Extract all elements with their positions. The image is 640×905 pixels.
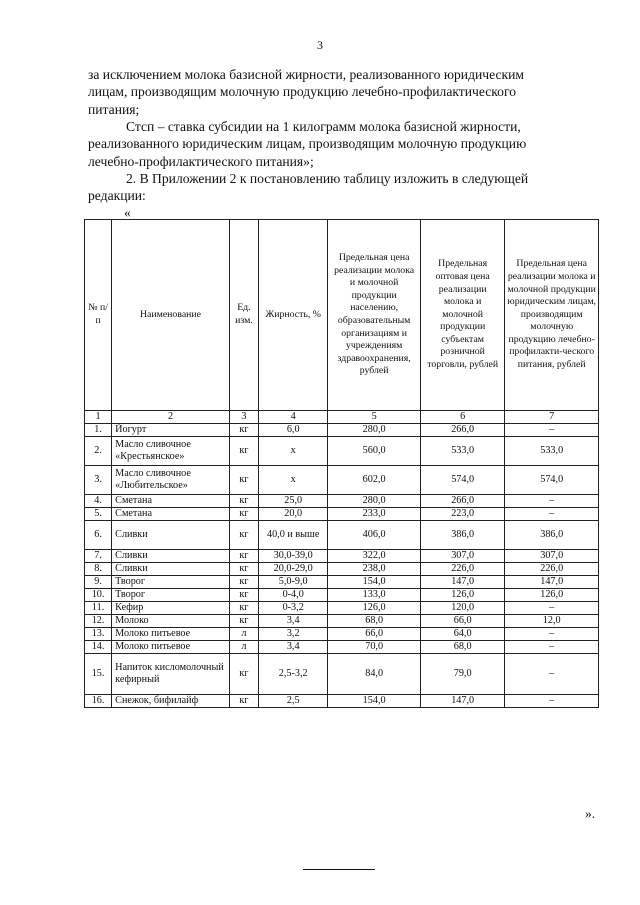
column-number: 2 (112, 411, 230, 424)
wholesale-price: 126,0 (420, 589, 504, 602)
product-name: Молоко (112, 615, 230, 628)
fat-content: 5,0-9,0 (258, 576, 327, 589)
retail-price: 154,0 (328, 695, 421, 708)
unit: кг (229, 576, 258, 589)
unit: кг (229, 602, 258, 615)
text-line: питания; (88, 101, 140, 117)
table-row (85, 628, 599, 641)
row-number: 8. (85, 563, 112, 576)
table-row (85, 695, 599, 708)
fat-content: 0-3,2 (258, 602, 327, 615)
row-number: 10. (85, 589, 112, 602)
product-name: Кефир (112, 602, 230, 615)
table-row (85, 654, 599, 695)
wholesale-price: 64,0 (420, 628, 504, 641)
row-number: 6. (85, 521, 112, 550)
legal-entity-price: 574,0 (505, 466, 599, 495)
retail-price: 280,0 (328, 424, 421, 437)
paragraph-amendment (88, 170, 588, 205)
row-number: 7. (85, 550, 112, 563)
table-row (85, 602, 599, 615)
wholesale-price: 68,0 (420, 641, 504, 654)
column-number: 1 (85, 411, 112, 424)
legal-entity-price: – (505, 641, 599, 654)
header-cell-fat: Жирность, % (258, 220, 327, 411)
table-row (85, 550, 599, 563)
row-number: 9. (85, 576, 112, 589)
table-row (85, 437, 599, 466)
legal-entity-price: – (505, 508, 599, 521)
legal-entity-price: – (505, 602, 599, 615)
text-line: за исключением молока базисной жирности, реализованного юридическим (88, 67, 525, 82)
table-row (85, 495, 599, 508)
fat-content: 0-4,0 (258, 589, 327, 602)
text-line: редакции: (88, 188, 146, 204)
row-number: 14. (85, 641, 112, 654)
text-line: Стсп – ставка субсидии на 1 килограмм молока базисной жирности, (126, 119, 521, 134)
table-row (85, 641, 599, 654)
retail-price: 233,0 (328, 508, 421, 521)
text-line: реализованного юридическим лицам, производящим молочную продукцию (88, 136, 527, 152)
table-row (85, 615, 599, 628)
fat-content: 20,0 (258, 508, 327, 521)
unit: кг (229, 495, 258, 508)
retail-price: 66,0 (328, 628, 421, 641)
unit: кг (229, 521, 258, 550)
fat-content: 30,0-39,0 (258, 550, 327, 563)
fat-content: 6,0 (258, 424, 327, 437)
row-number: 3. (85, 466, 112, 495)
retail-price: 406,0 (328, 521, 421, 550)
product-name: Сметана (112, 495, 230, 508)
legal-entity-price: – (505, 654, 599, 695)
wholesale-price: 226,0 (420, 563, 504, 576)
retail-price: 602,0 (328, 466, 421, 495)
retail-price: 70,0 (328, 641, 421, 654)
row-number: 4. (85, 495, 112, 508)
row-number: 12. (85, 615, 112, 628)
retail-price: 68,0 (328, 615, 421, 628)
product-name: Напиток кисломолочный кефирный (112, 654, 230, 695)
fat-content: 3,4 (258, 615, 327, 628)
wholesale-price: 120,0 (420, 602, 504, 615)
text-line: лечебно-профилактического питания»; (88, 153, 314, 169)
fat-content: х (258, 466, 327, 495)
retail-price: 126,0 (328, 602, 421, 615)
header-cell-number: № п/п (85, 220, 112, 411)
row-number: 1. (85, 424, 112, 437)
wholesale-price: 66,0 (420, 615, 504, 628)
unit: кг (229, 424, 258, 437)
retail-price: 238,0 (328, 563, 421, 576)
header-cell-wholesale-price: Предельная оптовая цена реализации молока и молочной продукции субъектам розничной торговли, рублей (420, 220, 504, 411)
fat-content: 2,5-3,2 (258, 654, 327, 695)
unit: кг (229, 563, 258, 576)
wholesale-price: 266,0 (420, 424, 504, 437)
unit: кг (229, 654, 258, 695)
fat-content: 25,0 (258, 495, 327, 508)
legal-entity-price: 12,0 (505, 615, 599, 628)
product-name: Йогурт (112, 424, 230, 437)
table-row (85, 589, 599, 602)
closing-quote: ». (585, 806, 596, 821)
page-number: 3 (317, 38, 323, 52)
text-line: лицам, производящим молочную продукцию лечебно-профилактического (88, 84, 516, 100)
column-number: 5 (328, 411, 421, 424)
product-name: Сливки (112, 550, 230, 563)
opening-quote: « (124, 205, 131, 220)
row-number: 13. (85, 628, 112, 641)
product-name: Сливки (112, 521, 230, 550)
column-number: 4 (258, 411, 327, 424)
legal-entity-price: 226,0 (505, 563, 599, 576)
product-name: Масло сливочное «Любительское» (112, 466, 230, 495)
table-header-row (85, 220, 599, 411)
fat-content: 20,0-29,0 (258, 563, 327, 576)
column-number: 3 (229, 411, 258, 424)
unit: кг (229, 508, 258, 521)
fat-content: х (258, 437, 327, 466)
price-table (84, 219, 599, 708)
fat-content: 3,4 (258, 641, 327, 654)
legal-entity-price: – (505, 695, 599, 708)
row-number: 2. (85, 437, 112, 466)
table-row (85, 576, 599, 589)
retail-price: 280,0 (328, 495, 421, 508)
retail-price: 560,0 (328, 437, 421, 466)
product-name: Молоко питьевое (112, 628, 230, 641)
product-name: Творог (112, 589, 230, 602)
header-cell-unit: Ед. изм. (229, 220, 258, 411)
product-name: Творог (112, 576, 230, 589)
wholesale-price: 307,0 (420, 550, 504, 563)
retail-price: 133,0 (328, 589, 421, 602)
paragraph-subsidy-rate (88, 118, 588, 170)
legal-entity-price: 386,0 (505, 521, 599, 550)
product-name: Сливки (112, 563, 230, 576)
table-row (85, 466, 599, 495)
row-number: 5. (85, 508, 112, 521)
wholesale-price: 223,0 (420, 508, 504, 521)
product-name: Масло сливочное «Крестьянское» (112, 437, 230, 466)
table-row (85, 521, 599, 550)
unit: л (229, 641, 258, 654)
wholesale-price: 147,0 (420, 576, 504, 589)
fat-content: 2,5 (258, 695, 327, 708)
paragraph-continuation (88, 66, 588, 118)
column-number: 7 (505, 411, 599, 424)
separator-line (303, 869, 375, 870)
wholesale-price: 574,0 (420, 466, 504, 495)
text-line: 2. В Приложении 2 к постановлению таблицу изложить в следующей (126, 171, 529, 186)
wholesale-price: 266,0 (420, 495, 504, 508)
header-cell-retail-price: Предельная цена реализации молока и молочной продукции населению, образовательным организациям и учреждениям здравоохранения, рублей (328, 220, 421, 411)
unit: л (229, 628, 258, 641)
unit: кг (229, 695, 258, 708)
row-number: 11. (85, 602, 112, 615)
product-name: Снежок, бифилайф (112, 695, 230, 708)
header-cell-name: Наименование (112, 220, 230, 411)
wholesale-price: 386,0 (420, 521, 504, 550)
legal-entity-price: – (505, 628, 599, 641)
table-row (85, 424, 599, 437)
unit: кг (229, 466, 258, 495)
header-cell-legal-entity-price: Предельная цена реализации молока и молочной продукции юридическим лицам, производящим молочную продукцию лечебно-профилакти-ческого питания, рублей (505, 220, 599, 411)
table-row (85, 563, 599, 576)
column-number: 6 (420, 411, 504, 424)
unit: кг (229, 589, 258, 602)
wholesale-price: 79,0 (420, 654, 504, 695)
row-number: 15. (85, 654, 112, 695)
legal-entity-price: – (505, 424, 599, 437)
fat-content: 3,2 (258, 628, 327, 641)
wholesale-price: 533,0 (420, 437, 504, 466)
column-number-row (85, 411, 599, 424)
unit: кг (229, 615, 258, 628)
legal-entity-price: 147,0 (505, 576, 599, 589)
retail-price: 84,0 (328, 654, 421, 695)
retail-price: 154,0 (328, 576, 421, 589)
fat-content: 40,0 и выше (258, 521, 327, 550)
legal-entity-price: 533,0 (505, 437, 599, 466)
unit: кг (229, 437, 258, 466)
wholesale-price: 147,0 (420, 695, 504, 708)
table-row (85, 508, 599, 521)
legal-entity-price: – (505, 495, 599, 508)
retail-price: 322,0 (328, 550, 421, 563)
row-number: 16. (85, 695, 112, 708)
legal-entity-price: 307,0 (505, 550, 599, 563)
product-name: Молоко питьевое (112, 641, 230, 654)
product-name: Сметана (112, 508, 230, 521)
unit: кг (229, 550, 258, 563)
legal-entity-price: 126,0 (505, 589, 599, 602)
